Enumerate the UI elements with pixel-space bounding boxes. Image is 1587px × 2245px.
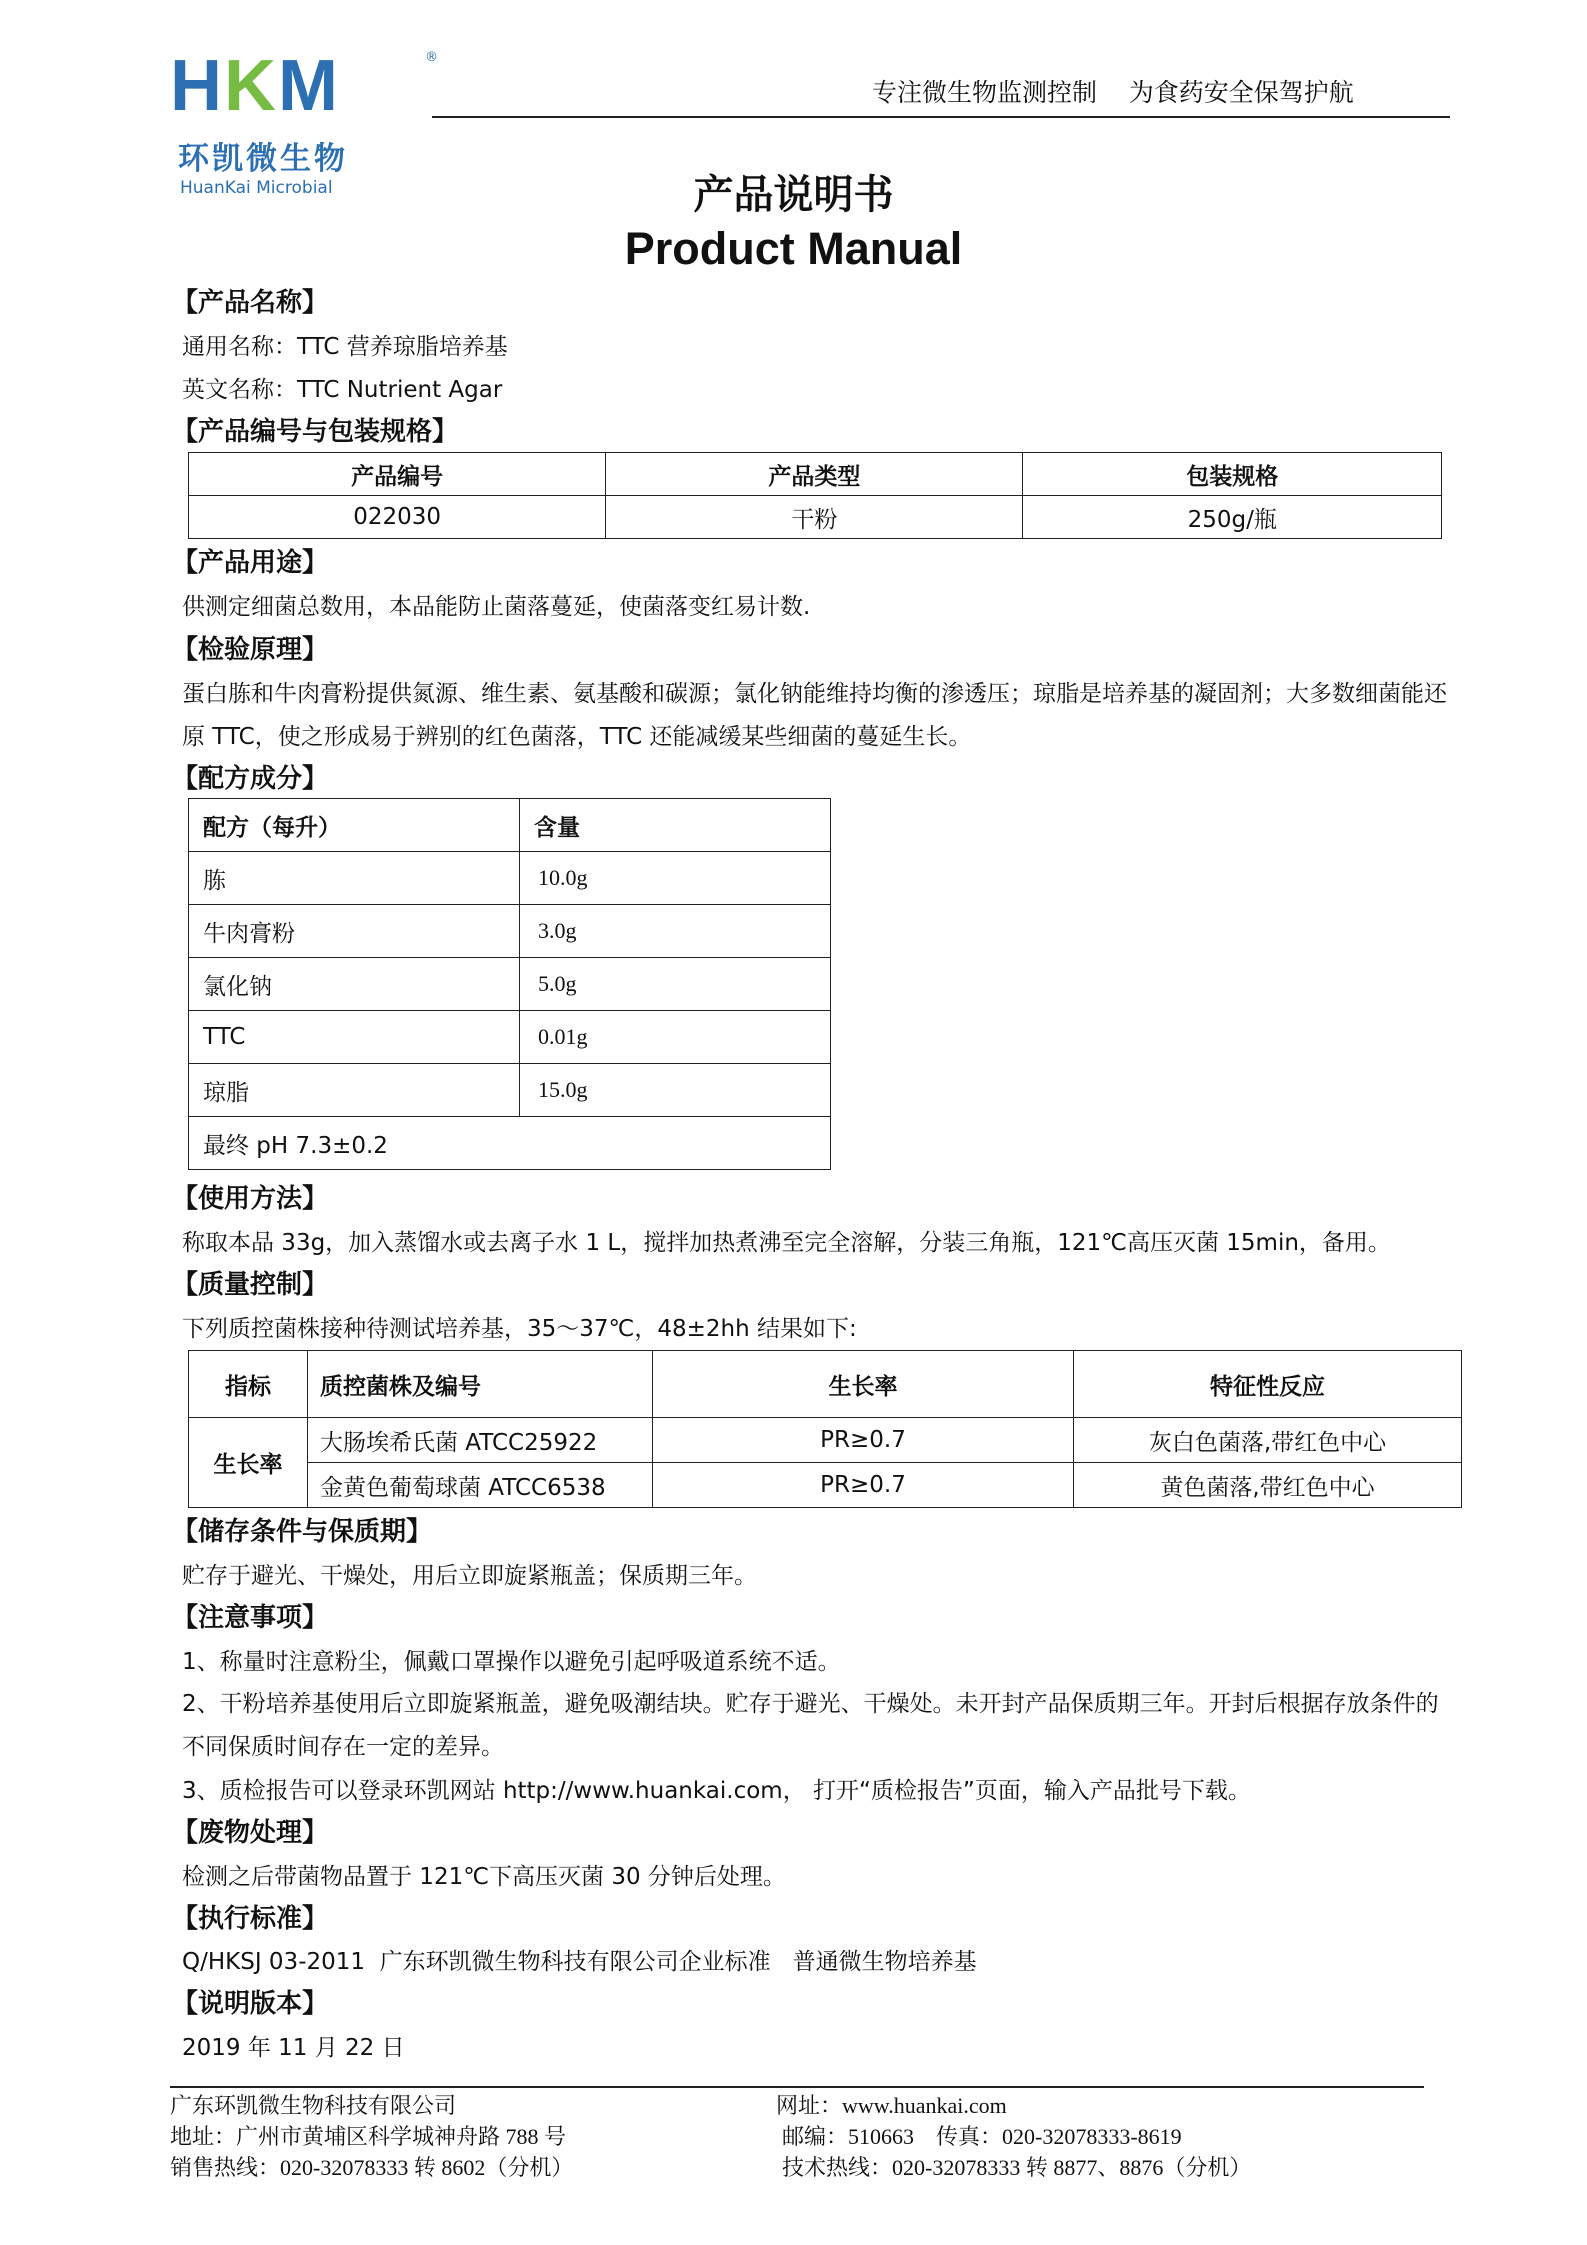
ingredient-amount: 10.0g <box>520 852 831 905</box>
package-size: 250g/瓶 <box>1023 496 1442 539</box>
standard-text: Q/HKSJ 03-2011 广东环凯微生物科技有限公司企业标准 普通微生物培养基 <box>182 1949 977 1975</box>
table-header-cell: 质控菌株及编号 <box>308 1351 653 1418</box>
product-code: 022030 <box>189 496 606 539</box>
footer-divider <box>170 2086 1424 2088</box>
footer-tech-hotline: 技术热线：020-32078333 转 8877、8876（分机） <box>782 2155 1252 2180</box>
section-heading-standard: 【执行标准】 <box>172 1904 329 1934</box>
ingredient-name: 牛肉膏粉 <box>189 905 520 958</box>
final-ph: 最终 pH 7.3±0.2 <box>189 1117 831 1170</box>
table-header-cell: 生长率 <box>653 1351 1074 1418</box>
section-heading-principle: 【检验原理】 <box>172 635 329 665</box>
table-row <box>189 496 1442 539</box>
table-row <box>189 1117 831 1170</box>
table-header-cell: 包装规格 <box>1023 453 1442 496</box>
table-row <box>189 1418 1462 1463</box>
usage-text: 供测定细菌总数用，本品能防止菌落蔓延，使菌落变红易计数. <box>182 594 811 620</box>
section-heading-usage: 【产品用途】 <box>172 548 329 578</box>
ingredient-amount: 15.0g <box>520 1064 831 1117</box>
registered-mark: ® <box>425 50 438 65</box>
logo-letter-m: M <box>278 46 340 126</box>
table-row <box>189 852 831 905</box>
table-header-cell: 产品编号 <box>189 453 606 496</box>
package-table <box>188 452 1442 539</box>
table-header-cell: 产品类型 <box>606 453 1023 496</box>
footer-website[interactable]: 网址：www.huankai.com <box>776 2093 1007 2118</box>
note-item: 3、质检报告可以登录环凯网站 http://www.huankai.com， 打开“质检报告”页面，输入产品批号下载。 <box>182 1778 1251 1804</box>
title-chinese: 产品说明书 <box>693 172 894 218</box>
logo-chinese-name: 环凯微生物 <box>178 141 348 177</box>
qc-intro: 下列质控菌株接种待测试培养基，35～37℃，48±2hh 结果如下: <box>182 1316 857 1342</box>
footer-address: 地址：广州市黄埔区科学城神舟路 788 号 <box>170 2124 567 2149</box>
section-heading-storage: 【储存条件与保质期】 <box>172 1517 433 1547</box>
waste-text: 检测之后带菌物品置于 121℃下高压灭菌 30 分钟后处理。 <box>182 1864 786 1890</box>
common-name: 通用名称：TTC 营养琼脂培养基 <box>182 334 508 360</box>
english-name: 英文名称：TTC Nutrient Agar <box>182 377 503 403</box>
table-header-cell: 特征性反应 <box>1074 1351 1462 1418</box>
table-header-cell: 指标 <box>189 1351 308 1418</box>
ingredient-name: 氯化钠 <box>189 958 520 1011</box>
table-row <box>189 958 831 1011</box>
section-heading-product-name: 【产品名称】 <box>172 288 329 318</box>
section-heading-waste: 【废物处理】 <box>172 1818 329 1848</box>
table-row <box>189 1011 831 1064</box>
ingredient-amount: 0.01g <box>520 1011 831 1064</box>
note-item: 2、干粉培养基使用后立即旋紧瓶盖，避免吸潮结块。贮存于避光、干燥处。未开封产品保质期三年。开封后根据存放条件的不同保质时间存在一定的差异。 <box>182 1691 1439 1760</box>
section-heading-formula: 【配方成分】 <box>172 764 329 794</box>
table-row <box>189 1064 831 1117</box>
section-heading-qc: 【质量控制】 <box>172 1270 329 1300</box>
section-heading-notes: 【注意事项】 <box>172 1603 329 1633</box>
ingredient-amount: 3.0g <box>520 905 831 958</box>
footer-postcode-fax: 邮编：510663 传真：020-32078333-8619 <box>782 2124 1182 2149</box>
storage-text: 贮存于避光、干燥处，用后立即旋紧瓶盖；保质期三年。 <box>182 1563 757 1589</box>
qc-growth-rate: PR≥0.7 <box>653 1463 1074 1508</box>
table-header-cell: 含量 <box>520 799 831 852</box>
qc-strain: 金黄色葡萄球菌 ATCC6538 <box>308 1463 653 1508</box>
product-type: 干粉 <box>606 496 1023 539</box>
title-english: Product Manual <box>624 223 963 274</box>
qc-growth-rate: PR≥0.7 <box>653 1418 1074 1463</box>
logo-letter-k: K <box>224 46 278 126</box>
qc-reaction: 黄色菌落,带红色中心 <box>1074 1463 1462 1508</box>
logo-letter-h: H <box>170 46 224 126</box>
footer-sales-hotline: 销售热线：020-32078333 转 8602（分机） <box>170 2155 574 2180</box>
table-row <box>189 1463 1462 1508</box>
formula-table <box>188 798 831 1170</box>
footer-company: 广东环凯微生物科技有限公司 <box>170 2093 457 2118</box>
principle-text: 蛋白胨和牛肉膏粉提供氮源、维生素、氨基酸和碳源；氯化钠能维持均衡的渗透压；琼脂是培养基的凝固剂；大多数细菌能还原 TTC，使之形成易于辨别的红色菌落，TTC 还能减缓某些细菌的蔓延生长。 <box>182 681 1447 750</box>
table-header-row <box>189 1351 1462 1418</box>
table-header-row <box>189 453 1442 496</box>
version-date: 2019 年 11 月 22 日 <box>182 2035 405 2061</box>
company-logo <box>170 46 440 198</box>
ingredient-name: 胨 <box>189 852 520 905</box>
ingredient-name: TTC <box>189 1011 520 1064</box>
section-heading-version: 【说明版本】 <box>172 1989 329 2019</box>
ingredient-amount: 5.0g <box>520 958 831 1011</box>
header-tagline: 专注微生物监测控制 为食药安全保驾护航 <box>872 78 1354 107</box>
logo-mark <box>170 46 340 126</box>
section-heading-method: 【使用方法】 <box>172 1184 329 1214</box>
section-heading-package: 【产品编号与包装规格】 <box>172 417 459 447</box>
qc-strain: 大肠埃希氏菌 ATCC25922 <box>308 1418 653 1463</box>
table-header-row <box>189 799 831 852</box>
qc-reaction: 灰白色菌落,带红色中心 <box>1074 1418 1462 1463</box>
note-item: 1、称量时注意粉尘，佩戴口罩操作以避免引起呼吸道系统不适。 <box>182 1649 841 1675</box>
qc-indicator: 生长率 <box>189 1418 308 1508</box>
table-row <box>189 905 831 958</box>
logo-english-name: HuanKai Microbial <box>180 178 333 198</box>
qc-table <box>188 1350 1462 1508</box>
method-text: 称取本品 33g，加入蒸馏水或去离子水 1 L，搅拌加热煮沸至完全溶解，分装三角瓶，121℃高压灭菌 15min，备用。 <box>182 1230 1391 1256</box>
header-divider <box>432 116 1450 118</box>
table-header-cell: 配方（每升） <box>189 799 520 852</box>
ingredient-name: 琼脂 <box>189 1064 520 1117</box>
